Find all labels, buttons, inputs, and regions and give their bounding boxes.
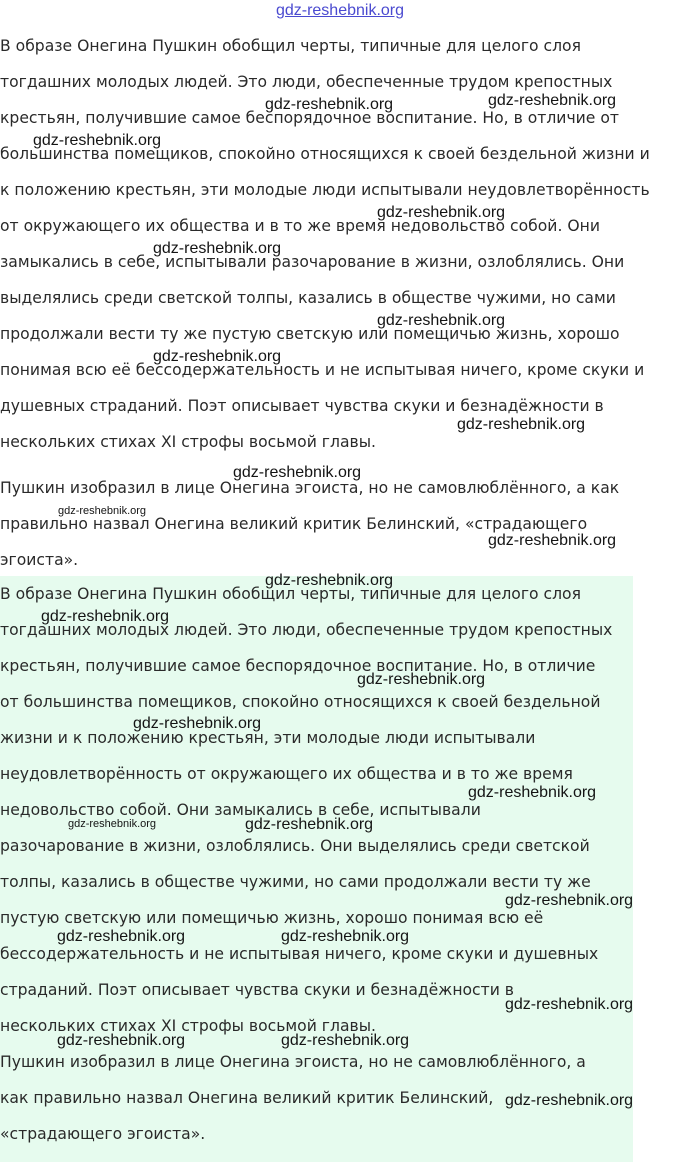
text-line: неудовлетворённость от окружающего их общества и в то же время	[0, 765, 573, 783]
watermark: gdz-reshebnik.org	[468, 784, 597, 801]
watermark: gdz-reshebnik.org	[57, 1032, 186, 1049]
text-line: нескольких стихах XI строфы восьмой главы.	[0, 1017, 376, 1035]
text-line: понимая всю её бессодержательность и не испытывая ничего, кроме скуки и	[0, 361, 645, 379]
watermark: gdz-reshebnik.org	[357, 671, 486, 688]
watermark: gdz-reshebnik.org	[58, 505, 147, 517]
watermark: gdz-reshebnik.org	[57, 928, 186, 945]
watermark: gdz-reshebnik.org	[265, 96, 394, 113]
watermark: gdz-reshebnik.org	[153, 240, 282, 257]
text-line: замыкались в себе, испытывали разочарование в жизни, озлоблялись. Они	[0, 253, 625, 271]
watermark: gdz-reshebnik.org	[233, 464, 362, 481]
watermark: gdz-reshebnik.org	[41, 608, 170, 625]
text-line: В образе Онегина Пушкин обобщил черты, типичные для целого слоя	[0, 585, 581, 603]
text-line: толпы, казались в обществе чужими, но сами продолжали вести ту же	[0, 873, 591, 891]
text-line: большинства помещиков, спокойно относящихся к своей бездельной жизни и	[0, 145, 650, 163]
text-line: от окружающего их общества и в то же время недовольство собой. Они	[0, 217, 600, 235]
watermark: gdz-reshebnik.org	[281, 928, 410, 945]
text-line: выделялись среди светской толпы, казались в обществе чужими, но сами	[0, 289, 616, 307]
watermark: gdz-reshebnik.org	[68, 818, 157, 830]
text-line: правильно назвал Онегина великий критик Белинский, «страдающего	[0, 515, 588, 533]
text-line: недовольство собой. Они замыкались в себе, испытывали	[0, 801, 481, 819]
text-line: разочарование в жизни, озлоблялись. Они выделялись среди светской	[0, 837, 590, 855]
watermark: gdz-reshebnik.org	[377, 312, 506, 329]
watermark: gdz-reshebnik.org	[245, 816, 374, 833]
text-line: Пушкин изобразил в лице Онегина эгоиста, но не самовлюблённого, а как	[0, 479, 620, 497]
text-line: Пушкин изобразил в лице Онегина эгоиста, но не самовлюблённого, а	[0, 1053, 586, 1071]
text-line: как правильно назвал Онегина великий критик Белинский,	[0, 1089, 494, 1107]
text-line: В образе Онегина Пушкин обобщил черты, типичные для целого слоя	[0, 37, 581, 55]
text-line: эгоиста».	[0, 551, 79, 569]
watermark: gdz-reshebnik.org	[377, 204, 506, 221]
watermark: gdz-reshebnik.org	[281, 1032, 410, 1049]
text-line: «страдающего эгоиста».	[0, 1125, 206, 1143]
text-line: тогдашних молодых людей. Это люди, обеспеченные трудом крепостных	[0, 73, 613, 91]
text-line: страданий. Поэт описывает чувства скуки и безнадёжности в	[0, 981, 514, 999]
watermark: gdz-reshebnik.org	[153, 348, 282, 365]
watermark: gdz-reshebnik.org	[505, 892, 634, 909]
text-line: крестьян, получившие самое беспорядочное воспитание. Но, в отличие от	[0, 109, 619, 127]
text-line: пустую светскую или помещичью жизнь, хорошо понимая всю её	[0, 909, 544, 927]
text-line: жизни и к положению крестьян, эти молодые люди испытывали	[0, 729, 536, 747]
watermark: gdz-reshebnik.org	[457, 416, 586, 433]
text-line: тогдашних молодых людей. Это люди, обеспеченные трудом крепостных	[0, 621, 613, 639]
watermark: gdz-reshebnik.org	[488, 92, 617, 109]
watermark: gdz-reshebnik.org	[488, 532, 617, 549]
watermark: gdz-reshebnik.org	[265, 572, 394, 589]
text-line: от большинства помещиков, спокойно относящихся к своей бездельной	[0, 693, 601, 711]
text-line: к положению крестьян, эти молодые люди испытывали неудовлетворённость	[0, 181, 650, 199]
watermark: gdz-reshebnik.org	[133, 715, 262, 732]
watermark: gdz-reshebnik.org	[505, 1092, 634, 1109]
watermark: gdz-reshebnik.org	[33, 132, 162, 149]
site-link[interactable]: gdz-reshebnik.org	[275, 2, 405, 19]
text-line: нескольких стихах XI строфы восьмой главы.	[0, 433, 376, 451]
text-line: бессодержательность и не испытывая ничего, кроме скуки и душевных	[0, 945, 599, 963]
text-line: продолжали вести ту же пустую светскую или помещичью жизнь, хорошо	[0, 325, 620, 343]
text-line: крестьян, получившие самое беспорядочное воспитание. Но, в отличие	[0, 657, 596, 675]
text-line: душевных страданий. Поэт описывает чувства скуки и безнадёжности в	[0, 397, 604, 415]
highlighted-text-block	[0, 576, 633, 1162]
watermark: gdz-reshebnik.org	[505, 996, 634, 1013]
